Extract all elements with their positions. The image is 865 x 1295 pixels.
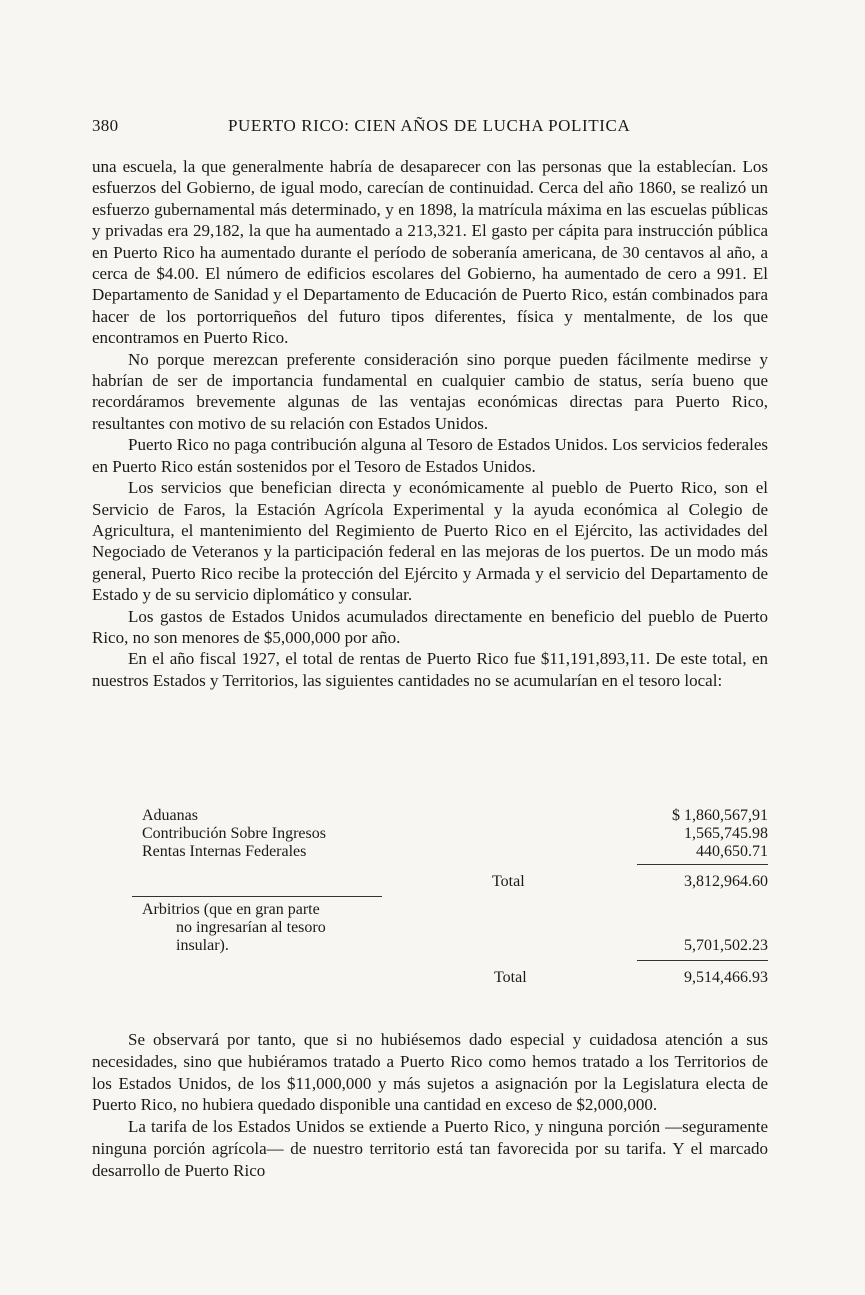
paragraph: Se observará por tanto, que si no hubiésemos dado especial y cuidadosa atención a sus necesidades, sino que hubiéramos tratado a Puerto Rico como hemos tratado a los Territorios de los Estados Unidos, de los $11,000,000 y más sujetos a asignación por la Legislatura electa de Puerto Rico, no hubiera quedado disponible una cantidad en exceso de $2,000,000. bbox=[92, 1030, 768, 1115]
grand-total-label: Total bbox=[494, 969, 527, 986]
paragraph: En el año fiscal 1927, el total de rentas de Puerto Rico fue $11,191,893,11. De este total, en nuestros Estados y Territorios, las siguientes cantidades no se acumularían en el tesoro local: bbox=[92, 649, 768, 690]
arbitrios-label: no ingresarían al tesoro bbox=[176, 919, 326, 936]
subtotal-amount: 3,812,964.60 bbox=[684, 873, 768, 890]
arbitrios-amount: 5,701,502.23 bbox=[684, 937, 768, 954]
table-row-label: Aduanas bbox=[142, 807, 198, 824]
paragraph: Los servicios que benefician directa y económicamente al pueblo de Puerto Rico, son el Servicio de Faros, la Estación Agrícola Experimental y la ayuda económica al Colegio de Agricultura, el mantenimiento del Regimiento de Puerto Rico en el Ejército, las actividades del Negociado de Veteranos y la participación federal en las mejoras de los puertos. De un modo más general, Puerto Rico recibe la protección del Ejército y Armada y el servicio del Departamento de Estado y de su servicio diplomático y consular. bbox=[92, 478, 768, 605]
divider-rule bbox=[132, 896, 382, 897]
subtotal-rule bbox=[637, 864, 768, 865]
paragraph: Puerto Rico no paga contribución alguna al Tesoro de Estados Unidos. Los servicios federales en Puerto Rico están sostenidos por el Tesoro de Estados Unidos. bbox=[92, 435, 768, 476]
table-row-amount: $ 1,860,567,91 bbox=[672, 807, 768, 824]
grand-total-amount: 9,514,466.93 bbox=[684, 969, 768, 986]
table-row-amount: 440,650.71 bbox=[696, 843, 768, 860]
closing-text bbox=[92, 1029, 768, 1182]
page-header bbox=[92, 116, 768, 140]
arbitrios-label: insular). bbox=[176, 937, 229, 954]
arbitrios-label: Arbitrios (que en gran parte bbox=[142, 901, 320, 918]
table-row-label: Rentas Internas Federales bbox=[142, 843, 307, 860]
table-row-label: Contribución Sobre Ingresos bbox=[142, 825, 326, 842]
page-number: 380 bbox=[92, 116, 119, 135]
paragraph: una escuela, la que generalmente habría de desaparecer con las personas que la establecían. Los esfuerzos del Gobierno, de igual modo, carecían de continuidad. Cerca del año 1860, se realizó un esfuerzo gubernamental más determinado, y en 1898, la matrícula máxima en las escuelas públicas y privadas era 29,182, la que ha aumentado a 213,321. El gasto per cápita para instrucción pública en Puerto Rico ha aumentado durante el período de soberanía americana, de 30 centavos al año, a cerca de $4.00. El número de edificios escolares del Gobierno, ha aumentado de cero a 991. El Departamento de Sanidad y el Departamento de Educación de Puerto Rico, están combinados para hacer de los portorriqueños del futuro tipos diferentes, física y mentalmente, de los que encontramos en Puerto Rico. bbox=[92, 157, 768, 348]
total-rule bbox=[637, 960, 768, 961]
paragraph: La tarifa de los Estados Unidos se extiende a Puerto Rico, y ninguna porción —seguramente ninguna porción agrícola— de nuestro territorio está tan favorecida por su tarifa. Y el marcado desarrollo de Puerto Rico bbox=[92, 1117, 768, 1180]
revenue-table bbox=[92, 794, 768, 1024]
table-row-amount: 1,565,745.98 bbox=[684, 825, 768, 842]
body-text bbox=[92, 156, 768, 691]
paragraph: Los gastos de Estados Unidos acumulados directamente en beneficio del pueblo de Puerto Rico, no son menores de $5,000,000 por año. bbox=[92, 606, 768, 647]
paragraph: No porque merezcan preferente consideración sino porque pueden fácilmente medirse y habrían de ser de importancia fundamental en cualquier cambio de status, sería bueno que recordáramos brevemente algunas de las ventajas económicas directas para Puerto Rico, resultantes con motivo de su relación con Estados Unidos. bbox=[92, 349, 768, 433]
subtotal-label: Total bbox=[492, 873, 525, 890]
running-title: PUERTO RICO: CIEN AÑOS DE LUCHA POLITICA bbox=[228, 116, 631, 135]
